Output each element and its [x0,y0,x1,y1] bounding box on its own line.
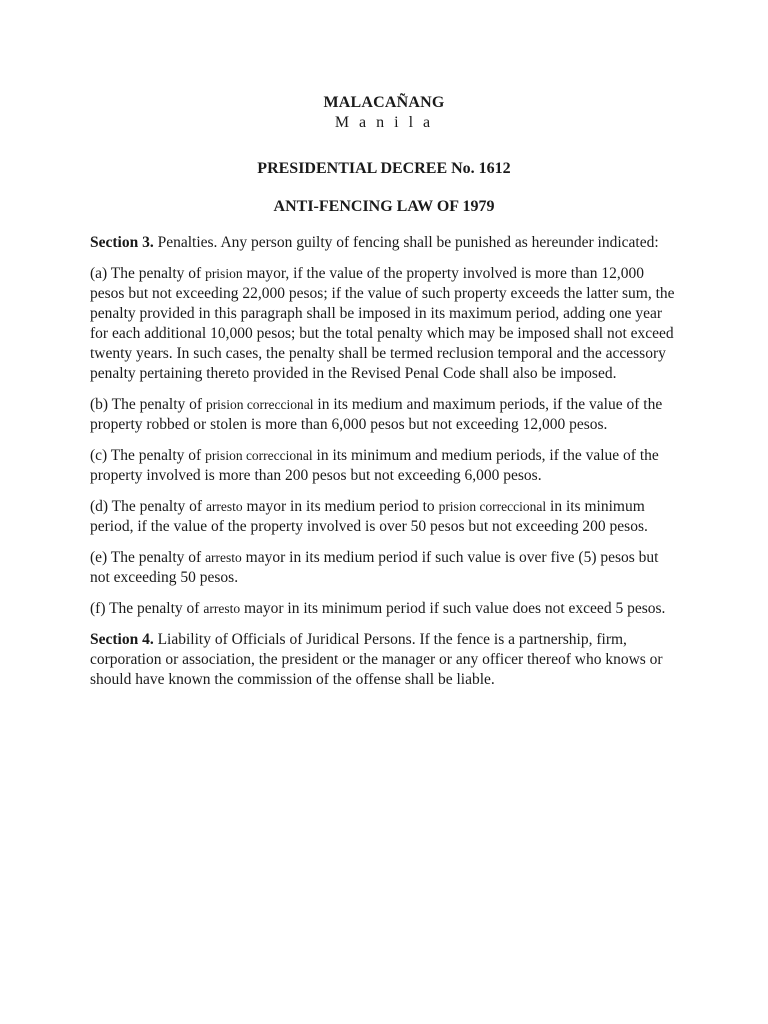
city-name: M a n i l a [334,114,434,131]
paragraph-a-term: prision [205,266,243,281]
paragraph-a-pre: (a) The penalty of [90,265,206,282]
paragraph-f-post: mayor in its minimum period if such value does not exceed 5 pesos. [240,600,666,617]
document-body [90,233,678,690]
section-3-paragraph [90,233,678,253]
paragraph-d-post: in its minimum period, if the value of the property involved is over 50 pesos but not exceeding 200 pesos. [90,498,648,535]
paragraph-e [90,548,678,588]
decree-title: PRESIDENTIAL DECREE No. 1612 [257,160,511,177]
paragraph-a-post: mayor, if the value of the property involved is more than 12,000 pesos but not exceeding 22,000 pesos; if the value of such property exceeds the latter sum, the penalty provided in this paragraph shall be imposed in its maximum period, adding one year for each additional 10,000 pesos; but the total penalty which may be imposed shall not exceed twenty years. In such cases, the penalty shall be termed reclusion temporal and the accessory penalty pertaining thereto provided in the Revised Penal Code shall also be imposed. [90,265,675,382]
paragraph-c-pre: (c) The penalty of [90,447,206,464]
paragraph-c-term: prision correccional [205,448,313,463]
paragraph-d-term-1: arresto [205,499,243,514]
paragraph-e-post: mayor in its medium period if such value is over five (5) pesos but not exceeding 50 pesos. [90,549,659,586]
paragraph-d-term-2: prision correccional [438,499,547,514]
law-title: ANTI-FENCING LAW OF 1979 [273,198,495,215]
paragraph-c-post: in its minimum and medium periods, if the value of the property involved is more than 200 pesos but not exceeding 6,000 pesos. [90,447,659,484]
org-name: MALACAÑANG [323,94,445,111]
document-header [90,0,678,217]
paragraph-f-pre: (f) The penalty of [90,600,204,617]
paragraph-b-term: prision correccional [205,397,314,412]
section-4-text: Liability of Officials of Juridical Persons. If the fence is a partnership, firm, corporation or association, the president or the manager or any officer thereof who knows or should have known the commission of the offense shall be liable. [90,631,663,688]
paragraph-b [90,395,678,435]
paragraph-d-pre: (d) The penalty of [90,498,206,515]
paragraph-d-mid: mayor in its medium period to [242,498,439,515]
paragraph-f [90,599,678,619]
section-3-heading: Section 3. [90,234,154,251]
paragraph-e-pre: (e) The penalty of [90,549,206,566]
paragraph-c [90,446,678,486]
paragraph-a [90,264,678,384]
section-3-text: Penalties. Any person guilty of fencing shall be punished as hereunder indicated: [153,234,659,251]
paragraph-e-term: arresto [205,550,242,565]
paragraph-d [90,497,678,537]
section-4-paragraph [90,630,678,690]
paragraph-f-term: arresto [203,601,241,616]
paragraph-b-post: in its medium and maximum periods, if the value of the property robbed or stolen is more than 6,000 pesos but not exceeding 12,000 pesos. [90,396,663,433]
section-4-heading: Section 4. [90,631,154,648]
paragraph-b-pre: (b) The penalty of [90,396,206,413]
